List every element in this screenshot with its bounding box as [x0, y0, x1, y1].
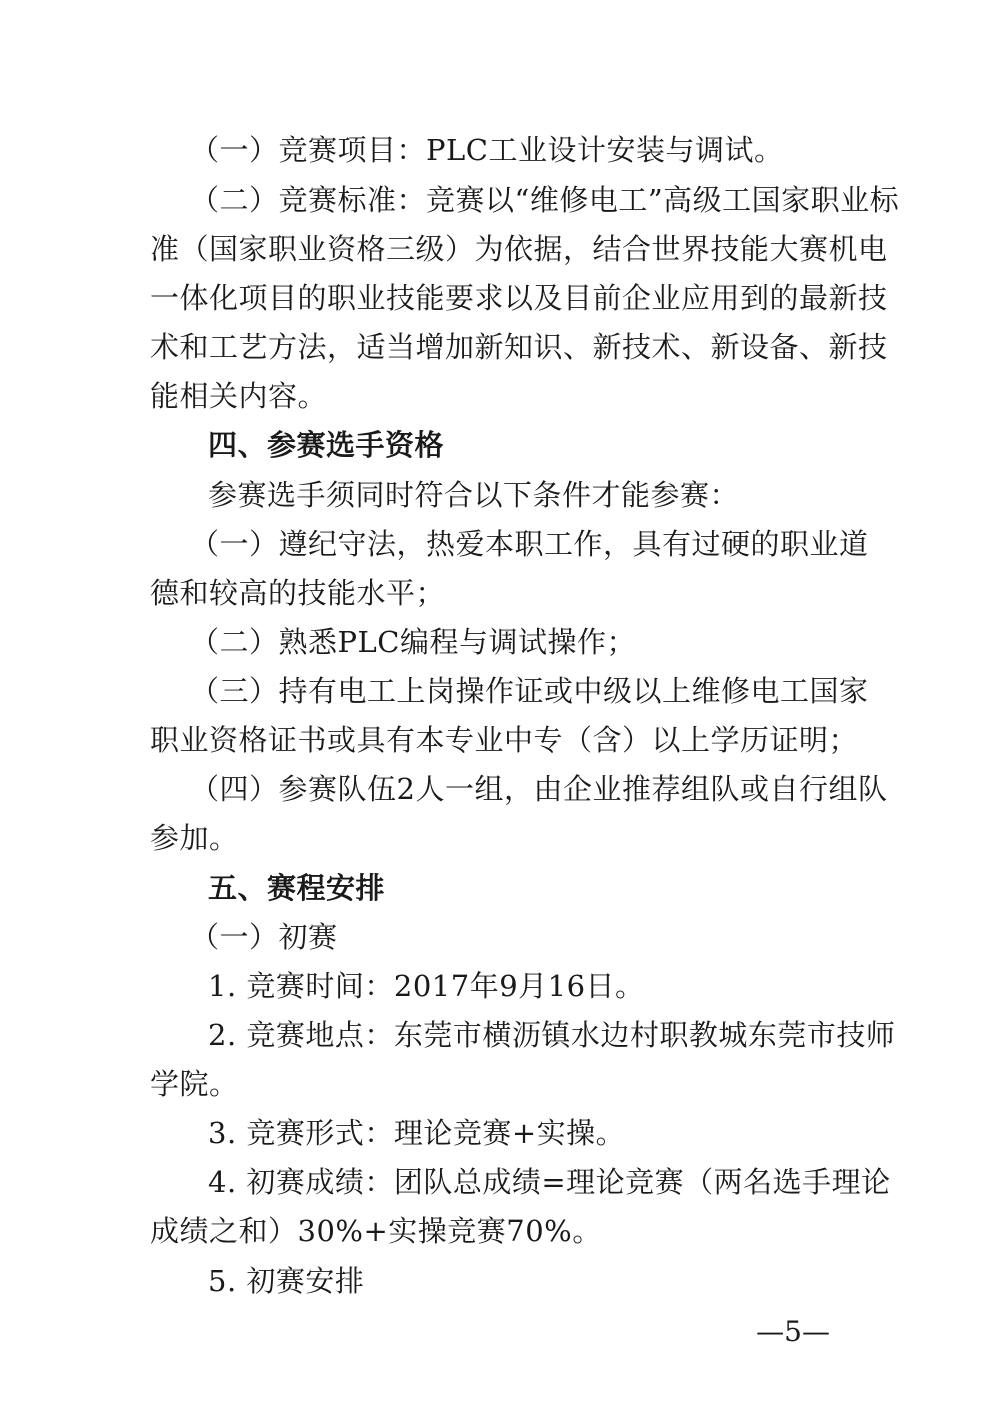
paragraph-line: （一）竞赛项目：PLC工业设计安装与调试。: [190, 133, 784, 167]
paragraph-line: 参加。: [150, 821, 239, 855]
subsection-heading: （一）初赛: [190, 920, 338, 954]
paragraph-line: （二）熟悉PLC编程与调试操作；: [190, 625, 636, 659]
section-heading: 四、参赛选手资格: [208, 428, 445, 462]
paragraph-line: 德和较高的技能水平；: [150, 576, 446, 610]
paragraph-line: 一体化项目的职业技能要求以及目前企业应用到的最新技: [150, 281, 888, 315]
paragraph-line: 职业资格证书或具有本专业中专（含）以上学历证明；: [150, 723, 859, 757]
paragraph-line: 4. 初赛成绩：团队总成绩=理论竞赛（两名选手理论: [208, 1165, 891, 1199]
paragraph-line: 5. 初赛安排: [208, 1264, 365, 1298]
paragraph-line: 参赛选手须同时符合以下条件才能参赛：: [208, 478, 740, 512]
paragraph-line: 1. 竞赛时间：2017年9月16日。: [208, 969, 645, 1003]
paragraph-line: 能相关内容。: [150, 379, 328, 413]
paragraph-line: （四）参赛队伍2人一组，由企业推荐组队或自行组队: [190, 772, 888, 806]
paragraph-line: 3. 竞赛形式：理论竞赛+实操。: [208, 1116, 626, 1150]
paragraph-line: （一）遵纪守法，热爱本职工作，具有过硬的职业道: [190, 527, 869, 561]
paragraph-line: 2. 竞赛地点：东莞市横沥镇水边村职教城东莞市技师: [208, 1018, 896, 1052]
paragraph-line: 术和工艺方法，适当增加新知识、新技术、新设备、新技: [150, 330, 888, 364]
paragraph-line: 准（国家职业资格三级）为依据，结合世界技能大赛机电: [150, 232, 888, 266]
paragraph-line: （二）竞赛标准：竞赛以“维修电工”高级工国家职业标: [190, 183, 900, 217]
section-heading: 五、赛程安排: [208, 871, 386, 905]
page-number: —5—: [756, 1315, 830, 1348]
paragraph-line: （三）持有电工上岗操作证或中级以上维修电工国家: [190, 674, 869, 708]
paragraph-line: 学院。: [150, 1067, 239, 1101]
paragraph-line: 成绩之和）30%+实操竞赛70%。: [150, 1214, 602, 1248]
